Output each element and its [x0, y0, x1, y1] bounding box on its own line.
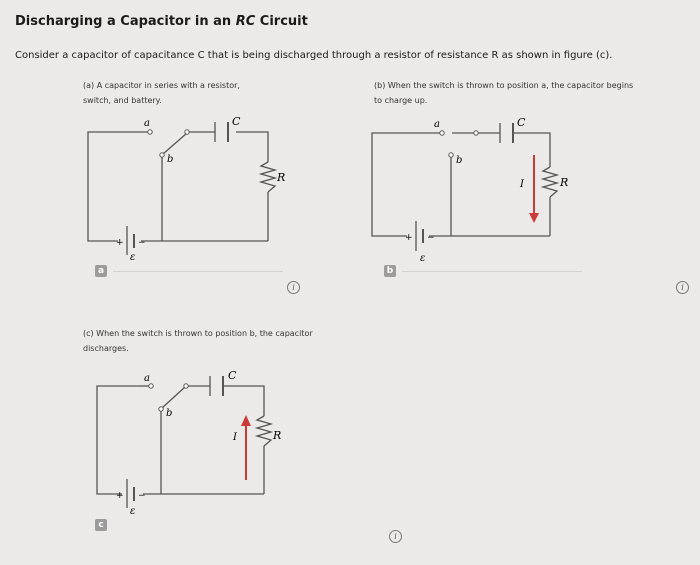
- circuit-diagram-a: [70, 115, 310, 275]
- label-minus: −: [138, 238, 146, 248]
- label-plus: +: [116, 491, 124, 501]
- problem-intro: Consider a capacitor of capacitance C that is being discharged through a resistor of resistance R as shown in figure (c).: [15, 50, 613, 61]
- label-R: R: [273, 429, 282, 442]
- wire: [372, 133, 440, 236]
- label-b: b: [166, 408, 173, 419]
- circuit-diagram-c: [82, 368, 322, 528]
- wire: [97, 386, 138, 494]
- current-arrowhead: [529, 213, 539, 223]
- label-a: a: [144, 373, 150, 384]
- figure-badge-b: b: [384, 265, 396, 277]
- circuit-diagram-b: [372, 115, 592, 275]
- page-title: Discharging a Capacitor in an RC Circuit: [15, 14, 308, 29]
- wire: [231, 386, 264, 416]
- switch-terminal-a: [440, 131, 444, 135]
- switch-pivot: [184, 384, 188, 388]
- switch-terminal-a: [149, 384, 153, 388]
- label-b: b: [167, 154, 174, 165]
- wire: [513, 133, 550, 167]
- label-I: I: [520, 179, 524, 190]
- info-icon[interactable]: i: [676, 281, 689, 294]
- wire: [88, 132, 128, 241]
- label-minus: −: [138, 491, 146, 501]
- label-C: C: [517, 116, 526, 129]
- label-a: a: [144, 118, 150, 129]
- resistor-zigzag: [257, 416, 271, 446]
- label-a: a: [434, 119, 440, 130]
- label-minus: −: [427, 233, 435, 243]
- info-icon[interactable]: i: [287, 281, 300, 294]
- label-C: C: [232, 115, 241, 128]
- label-R: R: [560, 176, 569, 189]
- caption-b: (b) When the switch is thrown to position a, the capacitor begins to charge up.: [374, 81, 634, 105]
- info-icon[interactable]: i: [389, 530, 402, 543]
- switch-pivot: [474, 131, 478, 135]
- switch-arm: [162, 387, 185, 408]
- figure-badge-a: a: [95, 265, 107, 277]
- resistor-zigzag: [261, 162, 275, 192]
- wire: [236, 132, 268, 162]
- switch-arm: [163, 133, 187, 154]
- label-emf: ε: [130, 506, 136, 517]
- switch-terminal-a: [148, 130, 152, 134]
- current-arrowhead: [241, 415, 251, 426]
- figure-badge-c: c: [95, 519, 107, 531]
- caption-bar-b: [402, 271, 582, 272]
- caption-bar-a: [113, 271, 283, 272]
- switch-pivot: [185, 130, 189, 134]
- caption-a: (a) A capacitor in series with a resistor, switch, and battery.: [83, 81, 240, 105]
- label-I: I: [233, 432, 237, 443]
- switch-terminal-b: [159, 407, 163, 411]
- label-emf: ε: [130, 252, 136, 263]
- label-b: b: [456, 155, 463, 166]
- switch-terminal-b: [160, 153, 164, 157]
- label-emf: ε: [420, 253, 426, 264]
- label-plus: +: [405, 233, 413, 243]
- switch-terminal-b: [449, 153, 453, 157]
- label-C: C: [228, 369, 237, 382]
- resistor-zigzag: [543, 167, 557, 197]
- caption-c: (c) When the switch is thrown to position b, the capacitor discharges.: [83, 329, 313, 353]
- label-R: R: [277, 171, 286, 184]
- label-plus: +: [116, 238, 124, 248]
